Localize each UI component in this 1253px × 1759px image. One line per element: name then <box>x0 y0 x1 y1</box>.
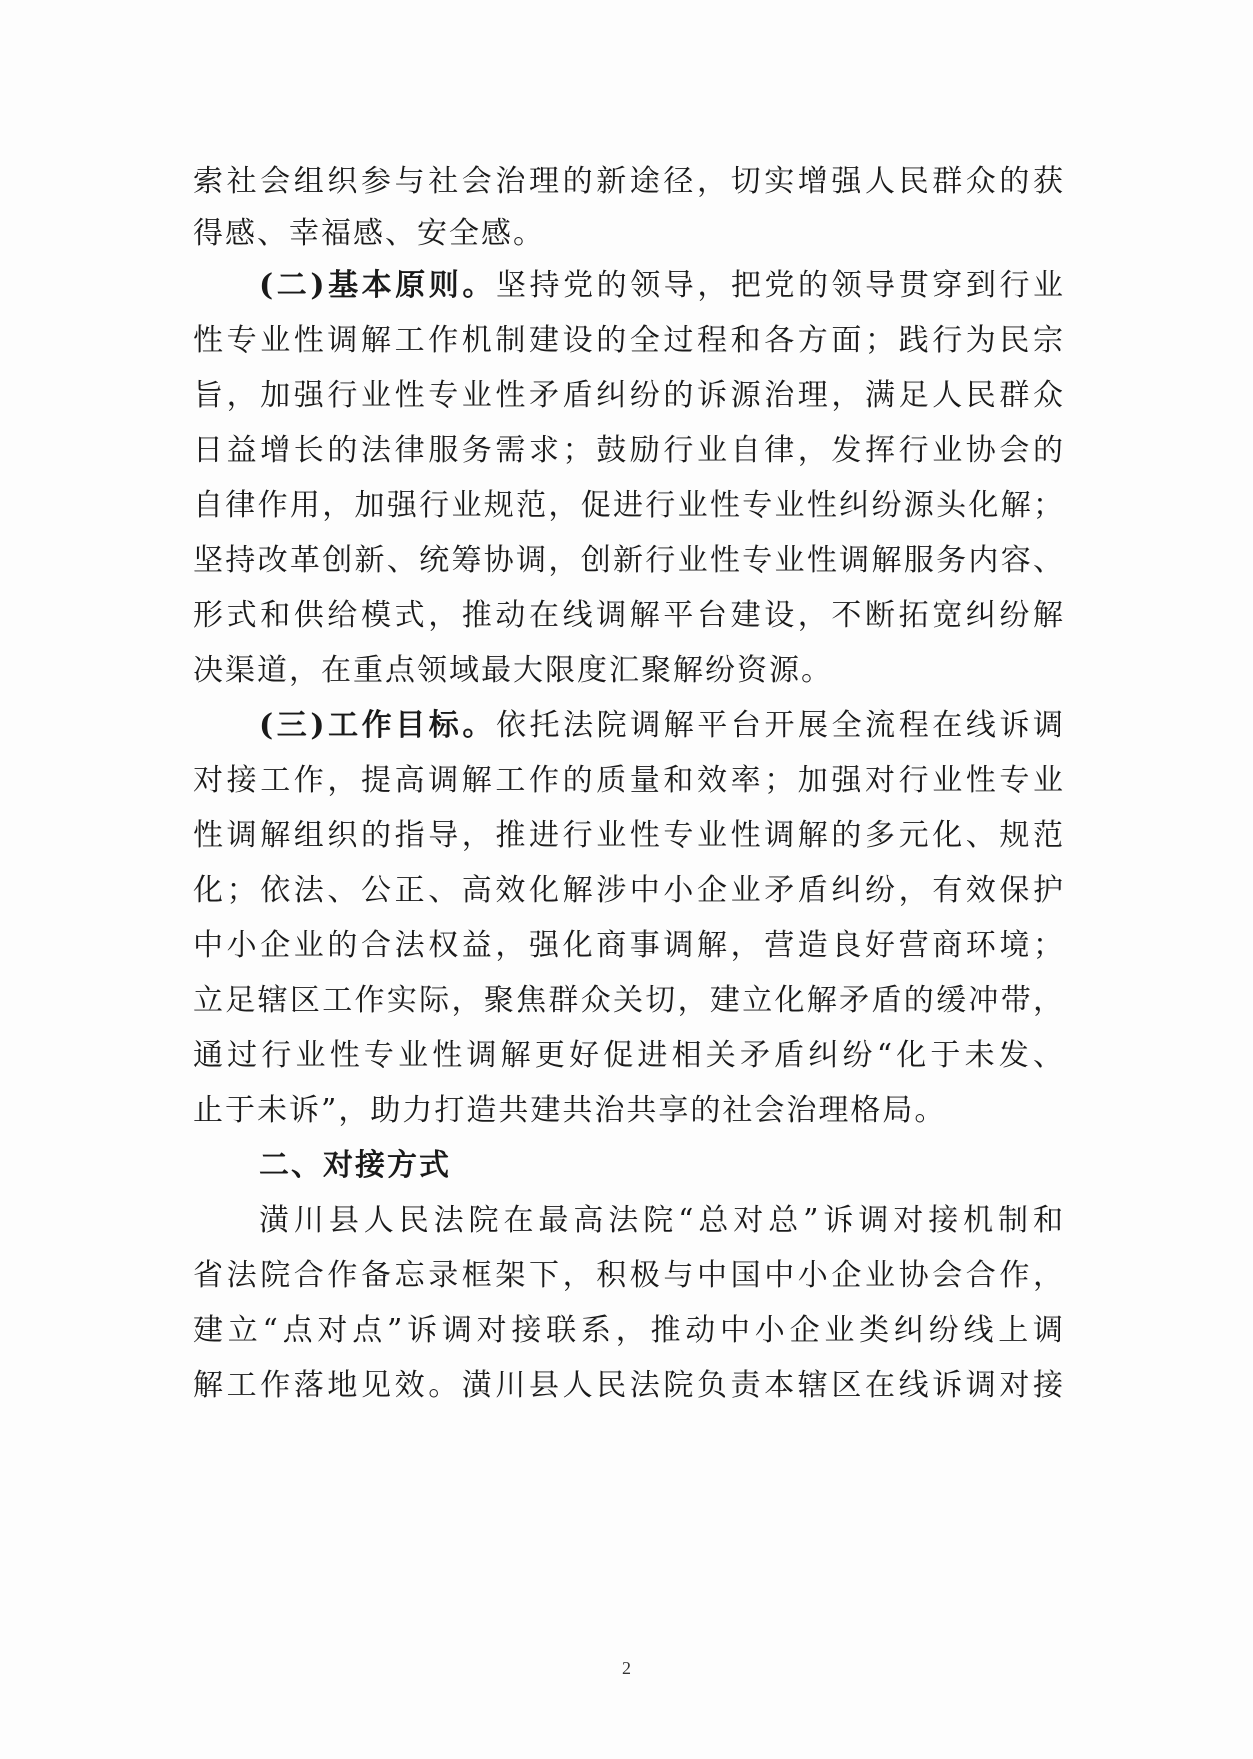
text-span: 性调解组织的指导，推进行业性专业性调解的多元化、规范 <box>193 818 1065 853</box>
paragraph-line <box>193 204 1065 264</box>
paragraph-line <box>193 971 1065 1031</box>
paragraph-line <box>193 531 1065 591</box>
paragraph-line <box>193 1246 1065 1306</box>
paragraph-line <box>193 586 1065 646</box>
paragraph-line <box>193 421 1065 481</box>
text-span: 得感、幸福感、安全感。 <box>193 216 545 251</box>
paragraph-line <box>259 256 1065 316</box>
paragraph-line <box>193 806 1065 866</box>
text-span: 日益增长的法律服务需求；鼓励行业自律，发挥行业协会的 <box>193 433 1065 468</box>
text-span: 索社会组织参与社会治理的新途径，切实增强人民群众的获 <box>193 164 1065 199</box>
text-span: 决渠道，在重点领域最大限度汇聚解纷资源。 <box>193 653 833 688</box>
paragraph-line <box>259 1191 1065 1251</box>
text-span: 坚持改革创新、统筹协调，创新行业性专业性调解服务内容、 <box>193 543 1065 578</box>
text-span: 止于未诉”，助力打造共建共治共享的社会治理格局。 <box>193 1093 947 1128</box>
paragraph-line <box>193 1026 1065 1086</box>
text-span: 性专业性调解工作机制建设的全过程和各方面；践行为民宗 <box>193 323 1065 358</box>
text-span: 旨，加强行业性专业性矛盾纠纷的诉源治理，满足人民群众 <box>193 378 1065 413</box>
text-span: 解工作落地见效。潢川县人民法院负责本辖区在线诉调对接 <box>193 1368 1065 1403</box>
section-heading: (二)基本原则。 <box>259 268 496 303</box>
paragraph-line <box>193 311 1065 371</box>
paragraph-line <box>193 1081 1065 1141</box>
text-span: 潢川县人民法院在最高法院“总对总”诉调对接机制和 <box>259 1203 1065 1238</box>
text-span: 坚持党的领导，把党的领导贯穿到行业 <box>495 268 1066 303</box>
text-span: 依托法院调解平台开展全流程在线诉调 <box>495 708 1066 743</box>
paragraph-line <box>193 1301 1065 1361</box>
text-span: 立足辖区工作实际，聚焦群众关切，建立化解矛盾的缓冲带， <box>193 983 1065 1018</box>
text-span: 自律作用，加强行业规范，促进行业性专业性纠纷源头化解； <box>193 488 1065 523</box>
text-span: 中小企业的合法权益，强化商事调解，营造良好营商环境； <box>193 928 1065 963</box>
text-span: 化；依法、公正、高效化解涉中小企业矛盾纠纷，有效保护 <box>193 873 1065 908</box>
paragraph-line <box>193 751 1065 811</box>
paragraph-line <box>193 641 1065 701</box>
text-span: 通过行业性专业性调解更好促进相关矛盾纠纷“化于未发、 <box>193 1038 1065 1073</box>
text-span: 形式和供给模式，推动在线调解平台建设，不断拓宽纠纷解 <box>193 598 1065 633</box>
section-heading: (三)工作目标。 <box>259 708 496 743</box>
paragraph-line <box>193 1356 1065 1416</box>
paragraph-line <box>193 916 1065 976</box>
paragraph-line <box>193 476 1065 536</box>
text-span: 省法院合作备忘录框架下，积极与中国中小企业协会合作， <box>193 1258 1065 1293</box>
paragraph-line <box>259 696 1065 756</box>
paragraph-line <box>193 152 1065 212</box>
heading-text: 二、对接方式 <box>259 1148 451 1183</box>
section-heading <box>259 1136 1065 1196</box>
text-span: 建立“点对点”诉调对接联系，推动中小企业类纠纷线上调 <box>193 1313 1065 1348</box>
paragraph-line <box>193 861 1065 921</box>
page-number: 2 <box>622 1658 631 1678</box>
text-span: 对接工作，提高调解工作的质量和效率；加强对行业性专业 <box>193 763 1065 798</box>
paragraph-line <box>193 366 1065 426</box>
